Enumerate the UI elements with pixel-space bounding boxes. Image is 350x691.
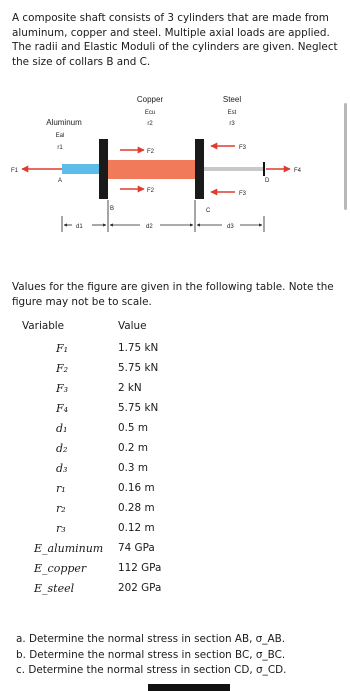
- copper-cylinder: [108, 160, 195, 179]
- value-cell: 2 kN: [118, 382, 142, 394]
- value-cell: 0.28 m: [118, 502, 155, 514]
- variable-cell: E_copper: [34, 562, 87, 575]
- value-cell: 0.5 m: [118, 422, 148, 434]
- force-f2-top-label: F2: [147, 149, 155, 155]
- question-b: b. Determine the normal stress in section BC, σ_BC.: [16, 648, 286, 661]
- variable-cell: d₃: [56, 462, 68, 475]
- force-f3-bottom-label: F3: [239, 191, 247, 197]
- variable-cell: F₁: [56, 342, 69, 355]
- point-d-label: D: [265, 178, 270, 184]
- aluminum-cylinder: [62, 164, 100, 174]
- variable-cell: E_aluminum: [34, 542, 104, 555]
- table-row: [0, 582, 200, 602]
- table-row: [0, 562, 200, 582]
- force-f1-label: F1: [11, 168, 19, 174]
- variable-cell: r₃: [56, 522, 66, 535]
- copper-modulus-label: Ecu: [144, 110, 156, 116]
- steel-modulus-label: Est: [227, 110, 237, 116]
- variable-cell: d₂: [56, 442, 68, 455]
- force-f4-label: F4: [294, 168, 302, 174]
- copper-label: Copper: [136, 95, 164, 104]
- variable-cell: r₂: [56, 502, 66, 515]
- question-c: c. Determine the normal stress in section CD, σ_CD.: [16, 664, 287, 676]
- force-f3-top-label: F3: [239, 145, 247, 151]
- dim-d3-label: d3: [227, 224, 234, 230]
- aluminum-radius-label: r1: [57, 145, 63, 151]
- table-row: [0, 542, 200, 562]
- value-cell: 0.16 m: [118, 482, 155, 494]
- table-note: Values for the figure are given in the following table. Note the figure may not be to scale.: [12, 281, 334, 308]
- variable-cell: d₁: [56, 422, 68, 435]
- variable-cell: F₄: [56, 402, 69, 415]
- table-row: [0, 462, 200, 482]
- variable-cell: F₃: [56, 382, 69, 395]
- point-a-label: A: [58, 178, 63, 184]
- value-cell: 5.75 kN: [118, 362, 159, 374]
- value-cell: 0.3 m: [118, 462, 148, 474]
- steel-label: Steel: [222, 95, 242, 104]
- scrollbar[interactable]: [344, 103, 347, 210]
- dim-d2-label: d2: [146, 224, 153, 230]
- steel-radius-label: r3: [229, 121, 235, 127]
- table-row: [0, 362, 200, 382]
- value-header: Value: [118, 320, 147, 332]
- aluminum-modulus-label: Eal: [55, 133, 65, 139]
- table-row: [0, 422, 200, 442]
- aluminum-label: Aluminum: [46, 118, 82, 127]
- table-row: [0, 382, 200, 402]
- force-f2-bottom-label: F2: [147, 188, 155, 194]
- collar-b: [99, 139, 108, 199]
- shaft-figure: [0, 88, 340, 238]
- variable-cell: E_steel: [34, 582, 75, 595]
- black-strip: [148, 684, 230, 691]
- point-c-label: C: [206, 208, 211, 214]
- value-cell: 74 GPa: [118, 542, 155, 554]
- collar-c: [195, 139, 204, 199]
- question-list: [16, 632, 346, 679]
- value-cell: 5.75 kN: [118, 402, 159, 414]
- variable-header: Variable: [22, 320, 65, 332]
- value-cell: 112 GPa: [118, 562, 162, 574]
- table-row: [0, 342, 200, 362]
- copper-radius-label: r2: [147, 121, 153, 127]
- table-row: [0, 402, 200, 422]
- value-cell: 1.75 kN: [118, 342, 159, 354]
- table-row: [0, 442, 200, 462]
- problem-statement: A composite shaft consists of 3 cylinders that are made from aluminum, copper and steel. Multiple axial loads are applied. The radii and Elastic Moduli of the cylinders are given. Neglect the size of collars B and C.: [12, 12, 338, 68]
- variable-cell: F₂: [56, 362, 69, 375]
- steel-cylinder: [203, 167, 264, 171]
- variable-cell: r₁: [56, 482, 66, 495]
- table-row: [0, 502, 200, 522]
- table-row: [0, 482, 200, 502]
- point-b-label: B: [110, 206, 115, 212]
- value-cell: 202 GPa: [118, 582, 162, 594]
- table-row: [0, 522, 200, 542]
- dim-d1-label: d1: [76, 224, 83, 230]
- value-cell: 0.2 m: [118, 442, 148, 454]
- question-a: a. Determine the normal stress in section AB, σ_AB.: [16, 633, 285, 645]
- value-cell: 0.12 m: [118, 522, 155, 534]
